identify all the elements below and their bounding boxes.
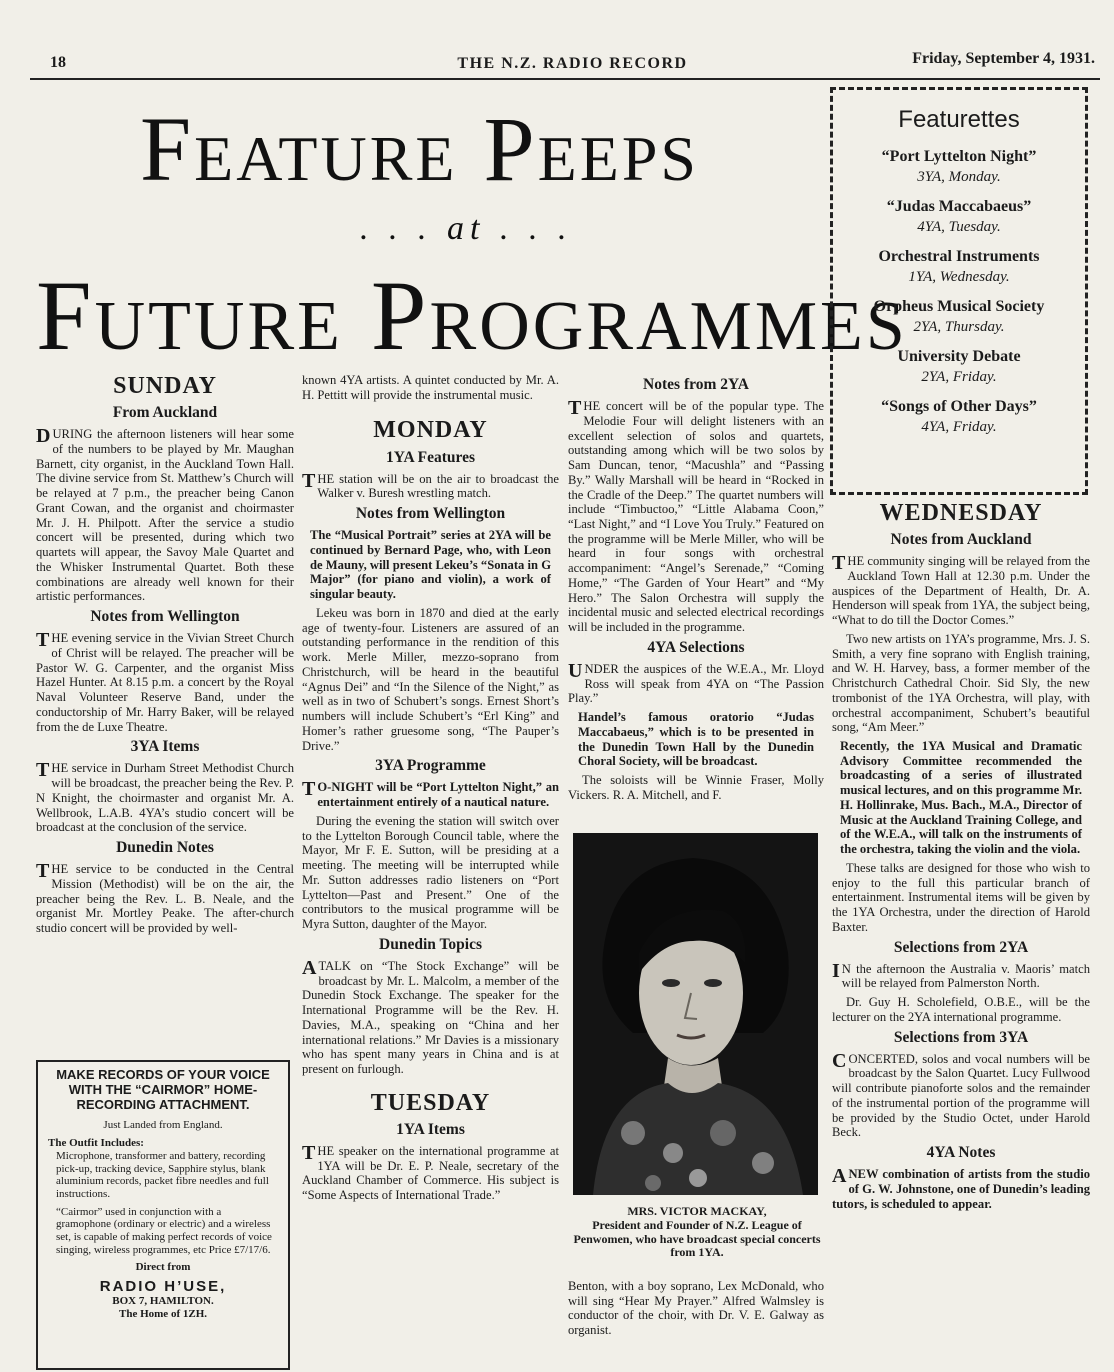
featurette-item bbox=[833, 298, 1085, 336]
article-paragraph: Benton, with a boy soprano, Lex McDonald, who will sing “Hear My Prayer.” Alfred Walmsley is conductor of the choir, with Dr. V. E. Galway as organist. bbox=[568, 1279, 824, 1338]
subheading: 3YA Items bbox=[130, 738, 200, 756]
masthead bbox=[50, 50, 1095, 78]
article-paragraph: TO-NIGHT will be “Port Lyttelton Night,” an entertainment entirely of a nautical nature. bbox=[302, 778, 559, 810]
column-notes-2ya bbox=[568, 372, 824, 807]
ad-outfit-label: The Outfit Includes: bbox=[48, 1137, 144, 1150]
subheading: 4YA Notes bbox=[926, 1144, 996, 1162]
article-paragraph: Handel’s famous oratorio “Judas Maccabaeus,” which is to be presented in the Dunedin Town Hall by the Dunedin Choral Society, will be broadcast. bbox=[578, 710, 814, 769]
ad-cairmor-text: “Cairmor” used in conjunction with a gramophone (ordinary or electric) and a wireless set, is capable of making perfect records of voice singing, wireless programmes, etc Price £7/17/6. bbox=[56, 1205, 272, 1256]
column-monday-tuesday bbox=[302, 373, 559, 1207]
featurette-item bbox=[833, 198, 1085, 236]
article-paragraph: THE community singing will be relayed from the Auckland Town Hall at 12.30 p.m. Under the auspices of the Department of Health, Dr. A. Henderson will speak from 1YA, the subject being, “What to do till the Doctor Comes.” bbox=[832, 552, 1090, 628]
day-heading-sunday: SUNDAY bbox=[113, 373, 217, 399]
featurette-name: “Songs of Other Days” bbox=[881, 398, 1037, 415]
subheading: From Auckland bbox=[112, 404, 218, 422]
subheading: Notes from 2YA bbox=[643, 376, 749, 393]
article-paragraph: ATALK on “The Stock Exchange” will be broadcast by Mr. L. Malcolm, a member of the Dunedin Stock Exchange. The speaker for the International Programme will be the Rev. H. Davies, M.A., speaking on “China and her international relations.” Mr Davies is a missionary who has spent many years in China and is at present on furlough. bbox=[302, 956, 559, 1077]
featurette-station: 2YA, Friday. bbox=[921, 369, 997, 385]
article-paragraph: The “Musical Portrait” series at 2YA will be continued by Bernard Page, who, with Leon de Mauny, will present Lekeu’s “Sonata in G Major” (for piano and violin), a work of singular beauty. bbox=[310, 528, 551, 602]
title-feature-peeps: Feature Peeps bbox=[140, 98, 700, 200]
featurettes-box bbox=[830, 87, 1088, 495]
article-paragraph: THE speaker on the international programme at 1YA will be Dr. E. P. Neale, secretary of the Auckland Chamber of Commerce. His subject is “Some Aspects of International Trade.” bbox=[302, 1141, 559, 1203]
title-at: . . . at . . . bbox=[360, 210, 573, 247]
article-paragraph: Dr. Guy H. Scholefield, O.B.E., will be the lecturer on the 2YA international programme. bbox=[832, 995, 1090, 1024]
subheading: Notes from Wellington bbox=[90, 608, 240, 626]
ad-home: The Home of 1ZH. bbox=[119, 1307, 207, 1320]
article-paragraph: THE service to be conducted in the Central Mission (Methodist) will be on the air, the preacher being the Rev. L. B. Neale, and the organist Mr. Mortley Peake. The after-church studio concert will be provided by well- bbox=[36, 860, 294, 936]
ad-company: RADIO H’USE, bbox=[99, 1277, 227, 1295]
portrait-image bbox=[573, 833, 818, 1195]
article-paragraph: IN the afternoon the Australia v. Maoris’ match will be relayed from Palmerston North. bbox=[832, 959, 1090, 991]
featurette-name: “Judas Maccabaeus” bbox=[886, 198, 1032, 215]
ad-outfit bbox=[38, 1137, 288, 1256]
caption-text: President and Founder of N.Z. League of Penwomen, who have broadcast special concerts from 1YA. bbox=[573, 1217, 821, 1260]
subheading: 4YA Selections bbox=[647, 638, 745, 656]
featurette-name: University Debate bbox=[897, 348, 1021, 365]
featurette-station: 4YA, Friday. bbox=[921, 419, 997, 435]
paper-title: THE N.Z. RADIO RECORD bbox=[457, 55, 688, 72]
featurette-station: 2YA, Thursday. bbox=[913, 319, 1005, 335]
article-paragraph: THE service in Durham Street Methodist Church will be broadcast, the preacher being the Rev. P. N Knight, the choirmaster and organist Mr. A. Wellbrook, L.A.B. 4YA’s studio concert will be broadcast at the conclusion of the service. bbox=[36, 759, 294, 835]
day-heading-tuesday: TUESDAY bbox=[370, 1089, 491, 1116]
day-heading-monday: MONDAY bbox=[373, 417, 488, 444]
caption-name: MRS. VICTOR MACKAY, bbox=[627, 1204, 767, 1218]
issue-date: Friday, September 4, 1931. bbox=[912, 50, 1095, 67]
title-future-programmes: Future Programmes bbox=[36, 260, 908, 371]
article-paragraph: THE evening service in the Vivian Street Church of Christ will be relayed. The preacher will be Pastor W. G. Carpenter, and the organist Miss Hazel Hunter. At 8.15 p.m. a concert by the Royal Naval Volunteer Reserve Band, under the conductorship of Mr. Harry Baker, will be relayed from the de Luxe Theatre. bbox=[36, 629, 294, 734]
featurette-name: “Port Lyttelton Night” bbox=[881, 148, 1037, 165]
subheading: 3YA Programme bbox=[375, 757, 486, 775]
day-heading-wednesday: WEDNESDAY bbox=[879, 500, 1043, 526]
featurette-item bbox=[833, 148, 1085, 186]
article-paragraph: During the evening the station will switch over to the Lyttelton Borough Council table, where the Mayor, Mr F. E. Sutton, will be presiding at a meeting. The meeting will be interrupted while Mr. Sutton addresses radio listeners on “Port Lyttelton—Past and Present.” One of the contributors to the musical programme will be Myra Sutton, daughter of the Mayor. bbox=[302, 813, 559, 932]
subheading: 1YA Items bbox=[396, 1120, 465, 1138]
article-paragraph: The soloists will be Winnie Fraser, Molly Vickers. R. A. Mitchell, and F. bbox=[568, 773, 824, 802]
article-paragraph: ANEW combination of artists from the studio of G. W. Johnstone, one of Dunedin’s leading tutors, is scheduled to appear. bbox=[832, 1165, 1090, 1211]
featurette-station: 4YA, Tuesday. bbox=[917, 219, 1001, 235]
column-3-continued bbox=[568, 1279, 824, 1342]
article-paragraph: THE station will be on the air to broadcast the Walker v. Buresh wrestling match. bbox=[302, 469, 559, 501]
featurette-item bbox=[833, 348, 1085, 386]
ad-address: BOX 7, HAMILTON. bbox=[112, 1295, 214, 1308]
ad-direct: Direct from bbox=[135, 1261, 191, 1274]
article-paragraph: These talks are designed for those who wish to enjoy to the full this particular branch of entertainment. Instrumental items will be given by the 1YA Orchestra, under the direction of Harold Baxter. bbox=[832, 860, 1090, 934]
featurette-item bbox=[833, 248, 1085, 286]
article-paragraph: Lekeu was born in 1870 and died at the early age of twenty-four. Listeners are assured of an outstanding performance in the rendition of this work. Merle Miller, mezzo-soprano from Christchurch, will be heard in the beautiful “Agnus Dei” and “In the Silence of the Night,” as well as in two of Schubert’s songs. Ernest Short’s numbers will include Schubert’s “Erl King” and Homer’s rather gruesome song, “The Pauper’s Drive.” bbox=[302, 605, 559, 753]
article-paragraph: CONCERTED, solos and vocal numbers will be broadcast by the Salon Quartet. Lucy Fullwood will contribute pianoforte solos and the remainder of the instrumental portion of the programme will be provided by the Studio Octet, under Harold Beck. bbox=[832, 1049, 1090, 1140]
column-wednesday bbox=[832, 495, 1090, 1215]
article-paragraph: Recently, the 1YA Musical and Dramatic Advisory Committee recommended the broadcasting of a series of illustrated musical lectures, and on this programme Mr. H. Hollinrake, Mus. Bach., M.A., Director of Music at the Auckland Training College, and of the W.E.A., will talk on the instruments of the orchestra, taking the violin and the viola. bbox=[840, 739, 1082, 857]
featurette-name: Orchestral Instruments bbox=[878, 248, 1040, 265]
subheading: 1YA Features bbox=[385, 448, 476, 466]
subheading: Notes from Wellington bbox=[355, 505, 506, 523]
masthead-rule bbox=[30, 78, 1100, 80]
subheading: Selections from 3YA bbox=[893, 1028, 1029, 1046]
featurette-station: 1YA, Wednesday. bbox=[908, 269, 1010, 285]
page-number: 18 bbox=[50, 54, 66, 71]
featurette-station: 3YA, Monday. bbox=[917, 169, 1001, 185]
subheading: Notes from Auckland bbox=[890, 531, 1032, 549]
portrait-photo bbox=[573, 833, 818, 1195]
column-sunday bbox=[36, 368, 294, 940]
article-paragraph: DURING the afternoon listeners will hear some of the numbers to be played by Mr. Maughan Barnett, city organist, in the Auckland Town Hall. The divine service from St. Matthew’s Church will be relayed at 7 p.m., the preacher being Canon Grant Cowan, and the organist and choirmaster Mr. J. H. Philpott. After the service a studio concert will be presented, during which two quartets will appear, the Savoy Male Quartet and the Whisker Instrumental Quartet. Both these combinations are already well known for their artistic performances. bbox=[36, 425, 294, 604]
photo-caption bbox=[573, 1205, 821, 1260]
ad-outfit-text: Microphone, transformer and battery, recording pick-up, tracking device, Sapphire stylus, blank aluminium records, packet fibre needles and full instructions. bbox=[56, 1150, 269, 1201]
subheading: Dunedin Notes bbox=[116, 839, 214, 857]
subheading: Dunedin Topics bbox=[379, 935, 482, 953]
featurette-item bbox=[833, 398, 1085, 436]
article-paragraph: THE concert will be of the popular type. The Melodie Four will delight listeners with an excellent selection of solos and quartets, outstanding among which will be two solos by Sam Duncan, tenor, “Macushla” and “Passing By.” Wally Marshall will be heard in “Rocked in the Cradle of the Deep.” The quartet numbers will include “Timbuctoo,” “Little Alabama Coon,” “Last Night,” and “I Love You Truly.” Featured on the programme will be Merle Miller, who will be heard in four songs with orchestral accompaniment: “Angel’s Serenade,” “Coming Home,” “The Garden of Your Heart” and “My Hero.” The Salon Orchestra will supply the incidental music and selected electrical recordings will be included in the programme. bbox=[568, 397, 824, 635]
article-paragraph: Two new artists on 1YA’s programme, Mrs. J. S. Smith, a very fine soprano with English training, and W. H. Harvey, bass, a former member of the Christchurch Cathedral Choir. Sid Sly, the new trombonist of the 1YA Orchestra, will play, with orchestral accompaniment, Schubert’s beautiful song, “Am Meer.” bbox=[832, 631, 1090, 735]
subheading: Selections from 2YA bbox=[893, 938, 1029, 956]
featurettes-heading: Featurettes bbox=[898, 106, 1020, 133]
article-paragraph: UNDER the auspices of the W.E.A., Mr. Lloyd Ross will speak from 4YA on “The Passion Play.” bbox=[568, 660, 824, 706]
ad-landed: Just Landed from England. bbox=[103, 1118, 223, 1131]
article-paragraph: known 4YA artists. A quintet conducted by Mr. A. H. Pettitt will provide the instrumental music. bbox=[302, 373, 559, 402]
featurette-name: Orpheus Musical Society bbox=[873, 298, 1045, 315]
cairmor-advertisement bbox=[36, 1060, 290, 1370]
ad-heading: MAKE RECORDS OF YOUR VOICE WITH THE “CAIRMOR” HOME-RECORDING ATTACHMENT. bbox=[56, 1067, 270, 1112]
